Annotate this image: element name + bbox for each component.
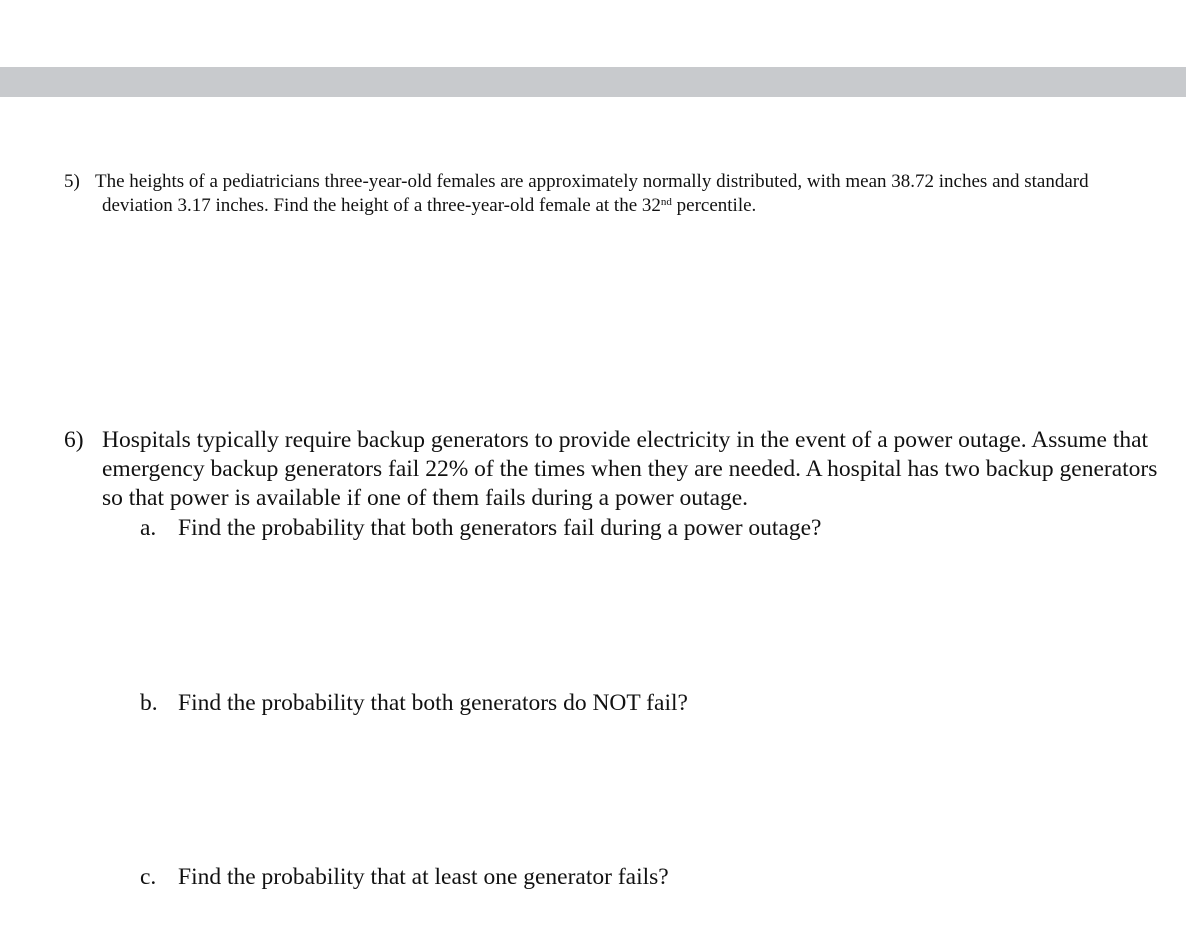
- question-5-text-end: percentile.: [671, 195, 757, 216]
- part-b-text: Find the probability that both generators do NOT fail?: [178, 690, 688, 716]
- question-6-text: Hospitals typically require backup generators to provide electricity in the event of a power outage. Assume that emergency backup generators fail 22% of the times when they are needed. A hospital has two backup generators so that power is available if one of them fails during a power outage.: [102, 427, 1158, 511]
- page-separator-band: [0, 67, 1186, 97]
- question-6-part-a: [140, 514, 1040, 544]
- question-5-text-main: The heights of a pediatricians three-year-old females are approximately normally distributed, with mean 38.72 inches and standard deviation 3.17 inches. Find the height of a three-year-old female at the 32: [95, 171, 1089, 216]
- question-6-part-c: [140, 863, 1040, 893]
- part-a-letter: a.: [140, 515, 157, 541]
- part-b-letter: b.: [140, 690, 158, 716]
- question-5-text: [95, 170, 1164, 218]
- part-c-text: Find the probability that at least one generator fails?: [178, 864, 669, 890]
- question-6-number: 6): [64, 427, 84, 453]
- part-a-text: Find the probability that both generators fail during a power outage?: [178, 515, 822, 541]
- question-5-number: 5): [64, 171, 80, 192]
- question-6: [64, 426, 1164, 513]
- ordinal-superscript: nd: [660, 196, 672, 208]
- question-5: [64, 170, 1164, 218]
- question-6-part-b: [140, 689, 1040, 719]
- part-c-letter: c.: [140, 864, 157, 890]
